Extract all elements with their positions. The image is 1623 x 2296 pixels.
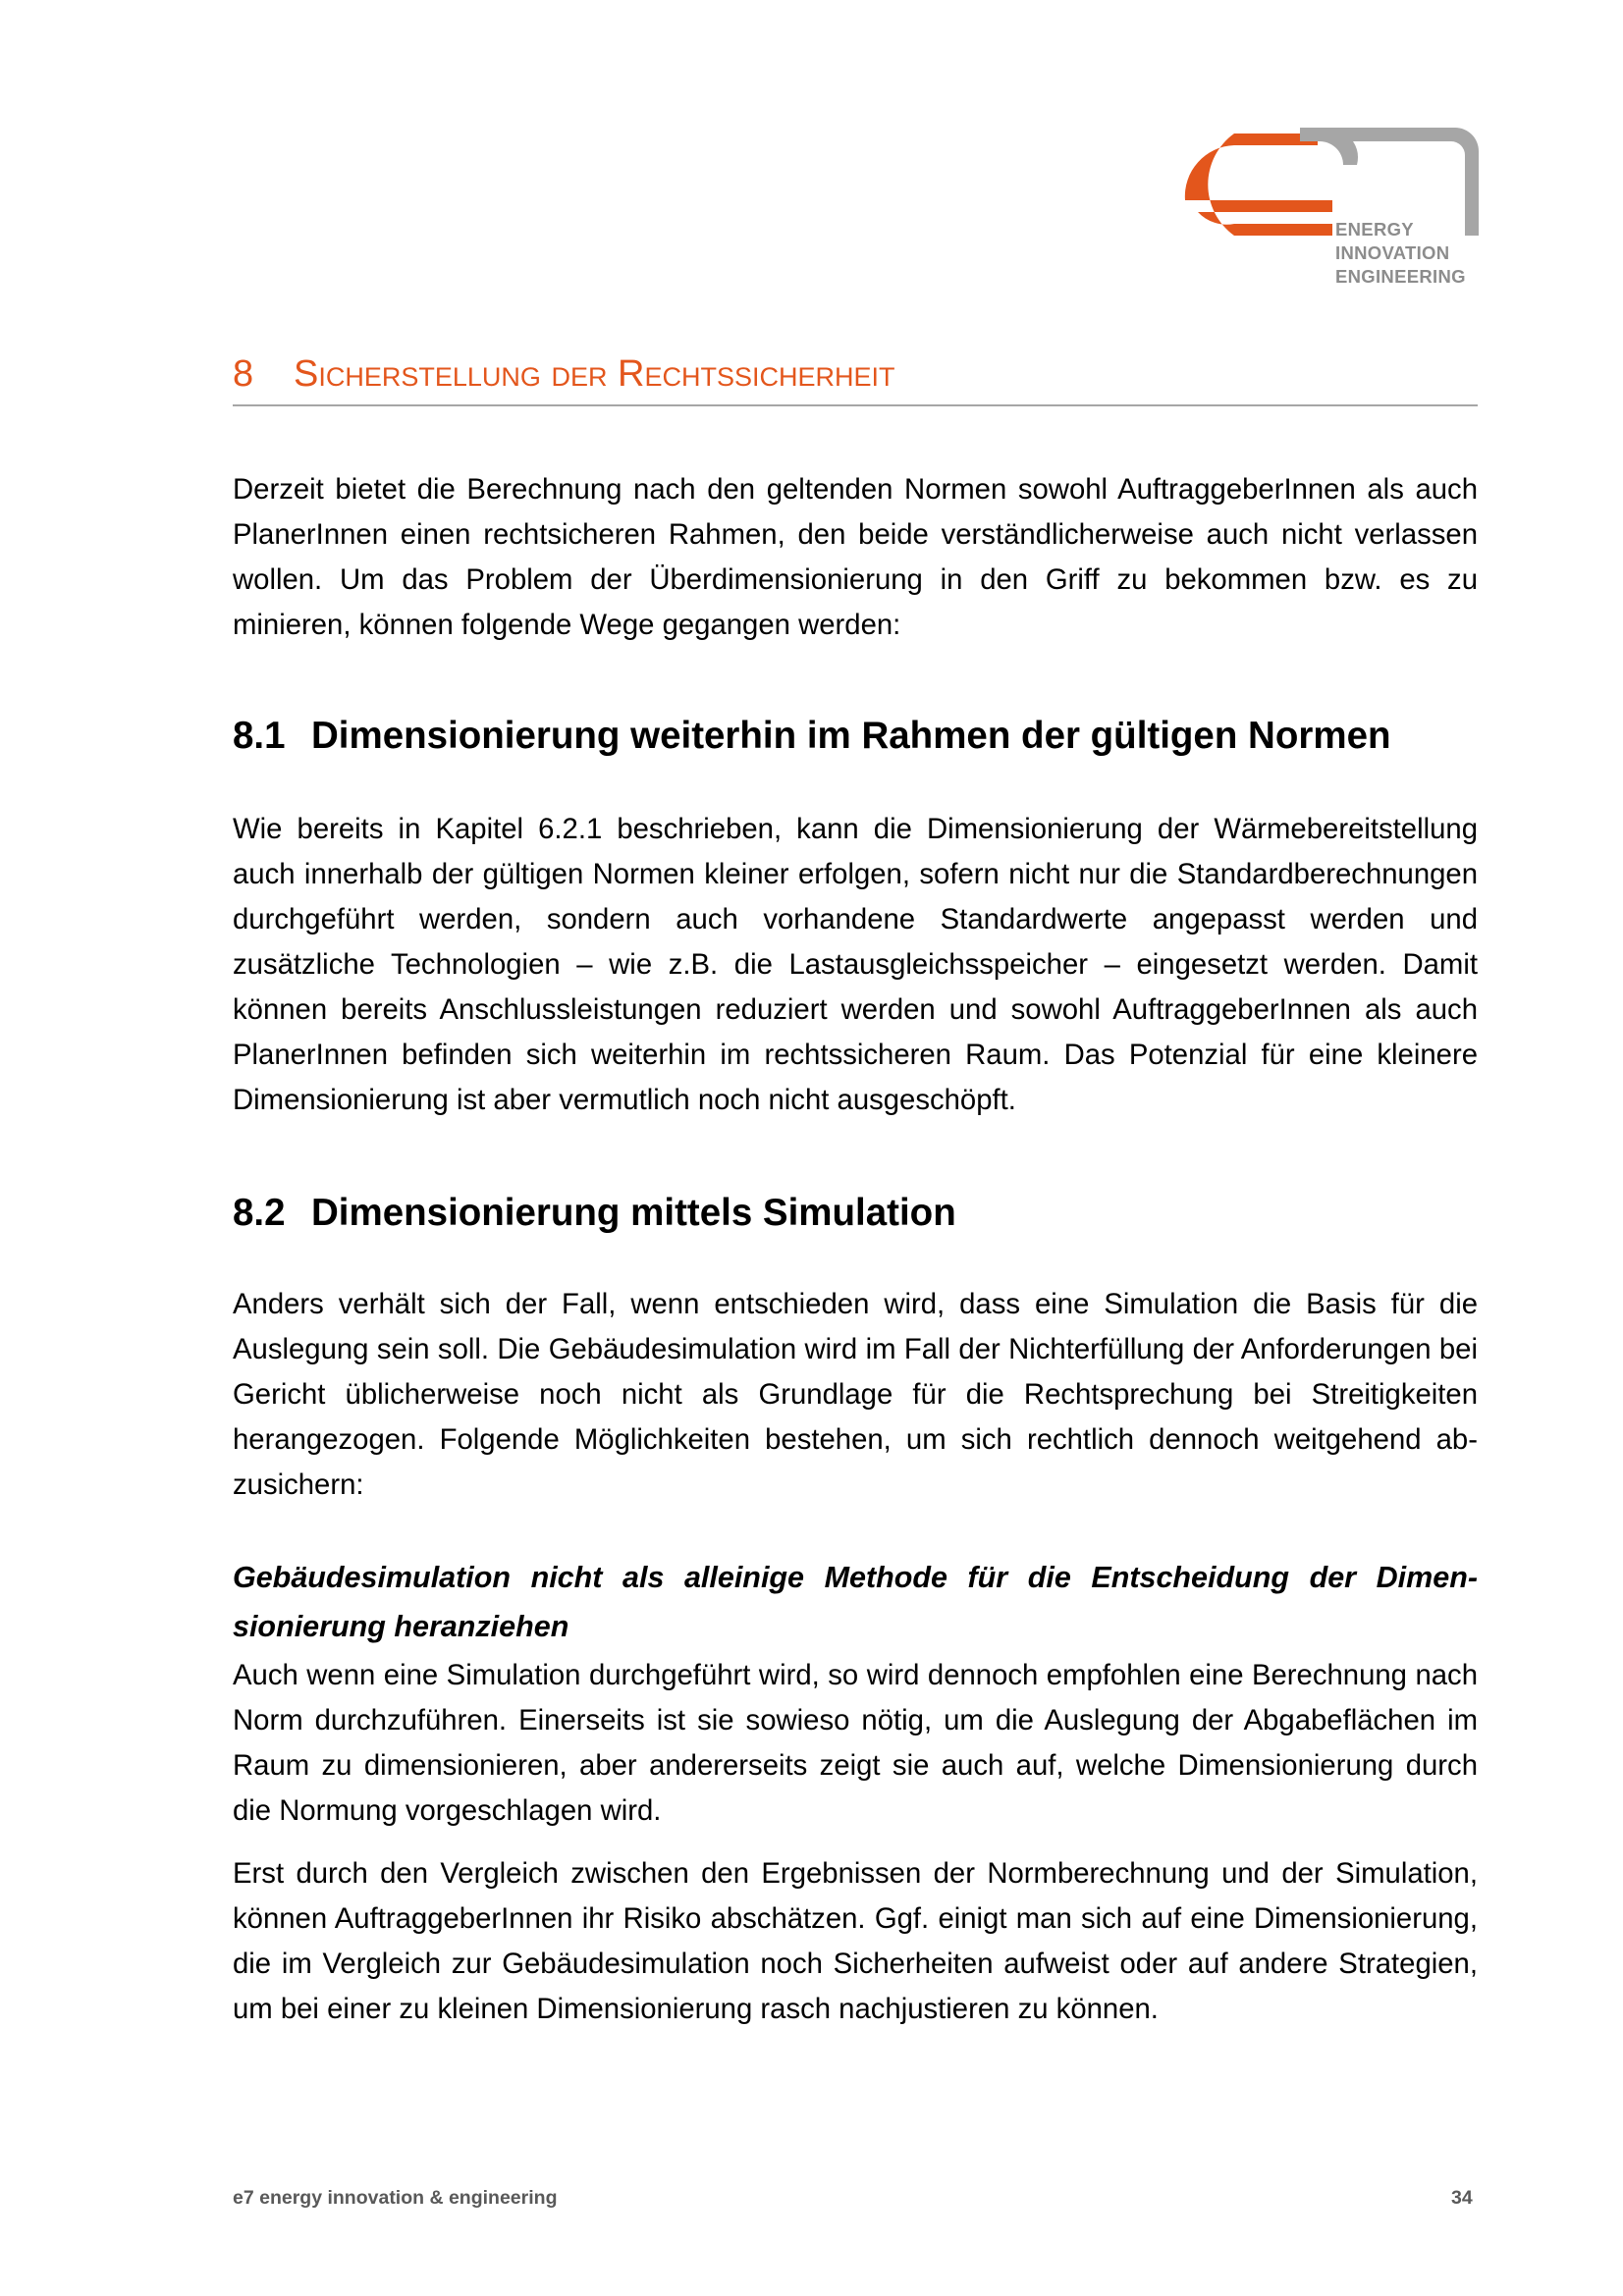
section-8-2-paragraph: Anders verhält sich der Fall, wenn entschieden wird, dass eine Simulation die Basis für die Auslegung sein soll. Die Gebäudesimulation wird im Fall der Nichterfüllung der Anforderungen bei Gericht üblicherweise noch nicht als Grundlage für die Rechtsprechung bei Streitigkeiten herangezogen. Folgende Möglichkeiten bestehen, um sich rechtlich dennoch weitgehend abzusichern: — [233, 1288, 1478, 1501]
section-8-1-block — [233, 807, 1478, 1123]
logo-wordmark — [1335, 218, 1466, 289]
intro-block — [233, 467, 1478, 648]
section-8-2-number: 8.2 — [233, 1192, 286, 1234]
chapter-heading — [233, 349, 1478, 406]
section-8-1-title: Dimensionierung weiterhin im Rahmen der gültigen Normen — [311, 715, 1391, 757]
logo-line-innovation: INNOVATION — [1335, 242, 1450, 263]
chapter-title: Sicherstellung der Rechtssicherheit — [294, 353, 895, 395]
logo-line-energy: ENERGY — [1335, 219, 1414, 240]
section-8-2-title: Dimensionierung mittels Simulation — [311, 1192, 956, 1234]
company-logo — [1161, 126, 1481, 298]
footer-company: e7 energy innovation & engineering — [233, 2187, 558, 2209]
section-8-1-paragraph: Wie bereits in Kapitel 6.2.1 beschrieben, kann die Dimensionierung der Wärmebereitstellung auch innerhalb der gültigen Normen kleiner erfolgen, sofern nicht nur die Standardberechnungen durchgeführt werden, sondern auch vorhandene Standardwerte angepasst werden und zusätzliche Technologien – wie z.B. die Lastausgleichsspeicher – eingesetzt werden. Damit können bereits Anschlussleistungen reduziert werden und sowohl AuftraggeberInnen als auch PlanerInnen befinden sich weiterhin im rechtssicheren Raum. Das Potenzial für eine kleinere Dimensionierung ist aber vermutlich noch nicht ausgeschöpft. — [233, 813, 1478, 1116]
section-8-2-block — [233, 1282, 1478, 1508]
subsection-paragraph-1: Auch wenn eine Simulation durchgeführt wird, so wird dennoch empfohlen eine Berechnung nach Norm durchzuführen. Einerseits ist sie sowieso nötig, um die Auslegung der Abgabeflächen im Raum zu dimensionieren, aber andererseits zeigt sie auch auf, welche Dimensionierung durch die Normung vorgeschlagen wird. — [233, 1659, 1478, 1827]
chapter-number: 8 — [233, 353, 254, 395]
footer-page-number: 34 — [1451, 2187, 1473, 2209]
subsection-heading: Gebäudesimulation nicht als alleinige Methode für die Entscheidung der Dimensionierung heranziehen — [233, 1561, 1478, 1643]
subsection-block — [233, 1553, 1478, 2032]
intro-paragraph: Derzeit bietet die Berechnung nach den geltenden Normen sowohl AuftraggeberInnen als auch PlanerInnen einen rechtsicheren Rahmen, den beide verständlicherweise auch nicht verlassen wollen. Um das Problem der Überdimensionierung in den Griff zu bekommen bzw. es zu minieren, können folgende Wege gegangen werden: — [233, 473, 1478, 641]
section-8-1-number: 8.1 — [233, 715, 286, 757]
section-8-1-heading — [233, 715, 1391, 758]
section-8-2-heading — [233, 1192, 956, 1235]
subsection-paragraph-2: Erst durch den Vergleich zwischen den Ergebnissen der Normberechnung und der Simulation, können AuftraggeberInnen ihr Risiko abschätzen. Ggf. einigt man sich auf eine Dimensionierung, die im Vergleich zur Gebäudesimulation noch Sicherheiten aufweist oder auf andere Strategien, um bei einer zu kleinen Dimensionierung rasch nachjustieren zu können. — [233, 1857, 1478, 2025]
logo-line-engineering: ENGINEERING — [1335, 266, 1466, 287]
